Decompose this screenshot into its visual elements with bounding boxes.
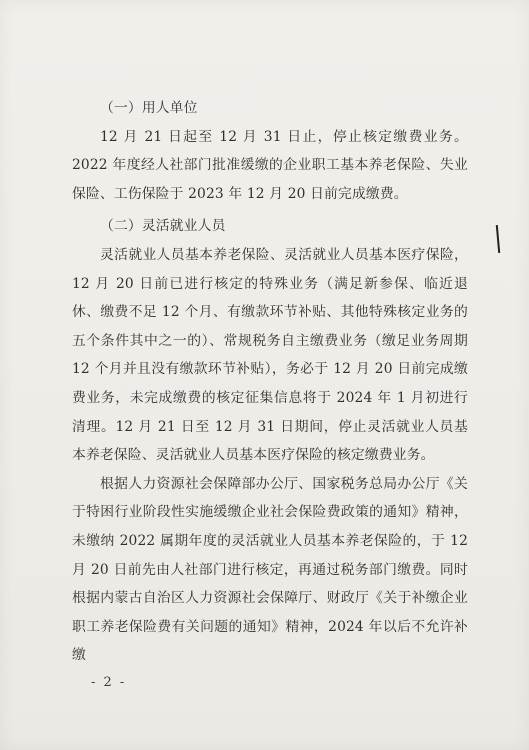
flexible-workers-paragraph-2: 根据人力资源社会保障部办公厅、国家税务总局办公厅《关于特困行业阶段性实施缓缴企业社会保险费政策的通知》精神，未缴纳 2022 属期年度的灵活就业人员基本养老保险的，于 12 月 20 日前先由人社部门进行核定，再通过税务部门缴费。同时根据内蒙古自治区人力资源社会保障厅、财政厅《关于补缴企业职工养老保险费有关问题的通知》精神，2024 年以后不允许补缴	[72, 475, 468, 664]
document-body	[72, 94, 468, 670]
section-heading-flexible-workers: （二）灵活就业人员	[100, 218, 226, 235]
employer-paragraph: 12 月 21 日起至 12 月 31 日止，停止核定缴费业务。2022 年度经人社部门批准缓缴的企业职工基本养老保险、失业保险、工伤保险于 2023 年 12 月 20 日前完成缴费。	[72, 128, 468, 202]
section-heading-employer: （一）用人单位	[100, 100, 198, 116]
binding-mark	[496, 225, 500, 253]
page-number: - 2 -	[91, 675, 127, 690]
flexible-workers-paragraph-1: 灵活就业人员基本养老保险、灵活就业人员基本医疗保险，12 月 20 日前已进行核定的特殊业务（满足新参保、临近退休、缴费不足 12 个月、有缴款环节补贴、其他特殊核定业务的五个条件其中之一的）、常规税务自主缴费业务（缴足业务周期 12 个月并且没有缴款环节补贴），务必于 12 月 20 日前完成缴费业务，未完成缴费的核定征集信息将于 2024 年 1 月初进行清理。12 月 21 日至 12 月 31 日期间，停止灵活就业人员基本养老保险、灵活就业人员基本医疗保险的核定缴费业务。	[72, 246, 468, 464]
